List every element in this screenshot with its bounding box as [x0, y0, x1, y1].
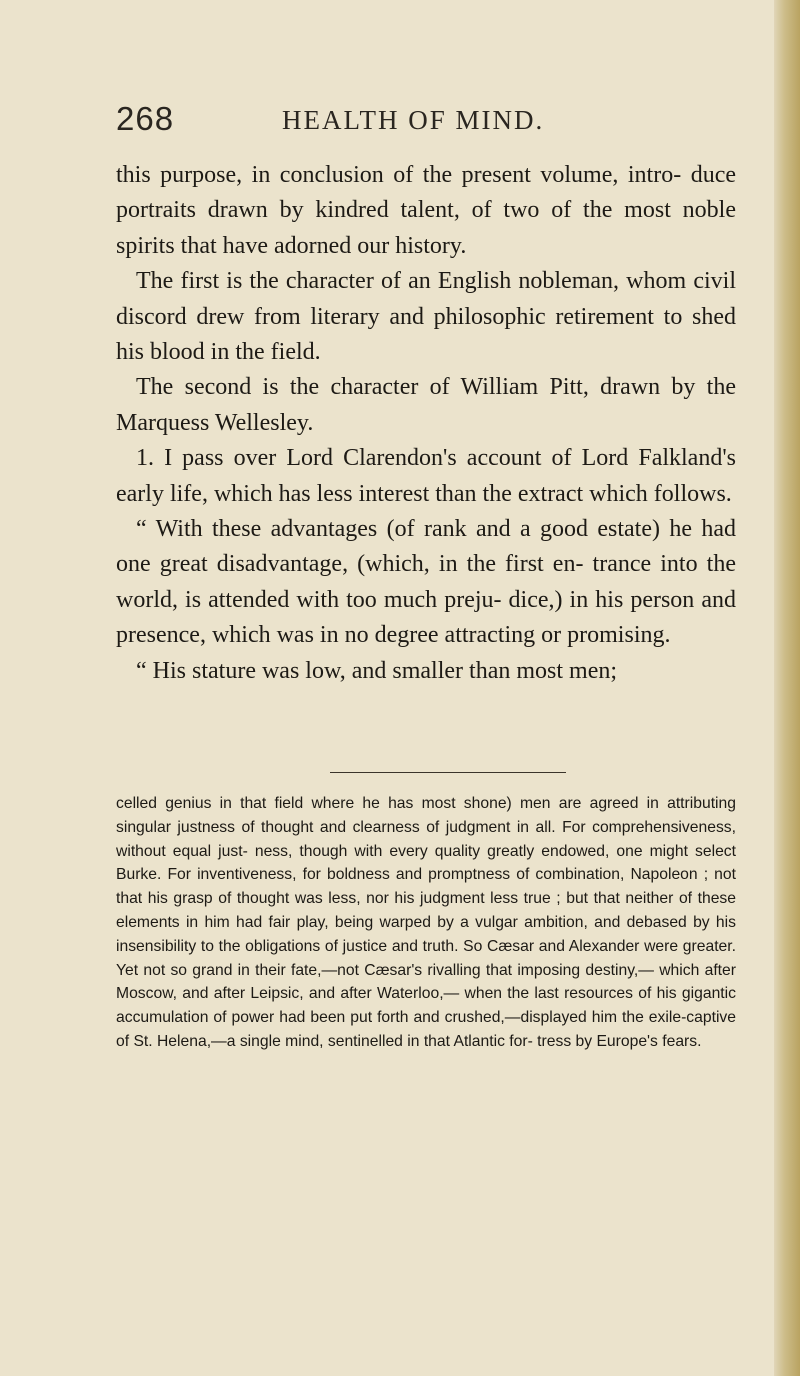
footnote-divider: [330, 772, 566, 773]
paragraph: “ His stature was low, and smaller than most men;: [136, 657, 618, 684]
main-text: [116, 158, 736, 689]
paragraph: this purpose, in conclusion of the present volume, intro- duce portraits drawn by kindred talent, of two of the most noble spirits that have adorned our history.: [116, 162, 736, 259]
footnote-text: celled genius in that field where he has most shone) men are agreed in attributing singular justness of thought and clearness of judgment in all. For comprehensiveness, without equal just- ness, though with every quality greatly endowed, one might select Burke. For inventiveness, for boldness and promptness of combination, Napoleon ; not that his grasp of thought was less, nor his judgment less true ; but that neither of these elements in him had fair play, being warped by a vulgar ambition, and debased by his insensibility to the obligations of justice and truth. So Cæsar and Alexander were greater. Yet not so grand in their fate,—not Cæsar's rivalling that imposing destiny,— which after Moscow, and after Leipsic, and after Waterloo,— when the last resources of his gigantic accumulation of power had been put forth and crushed,—displayed him the exile-captive of St. Helena,—a single mind, sentinelled in that Atlantic for- tress by Europe's fears.: [116, 795, 736, 1050]
footnote: [116, 792, 736, 1054]
page-number: 268: [116, 100, 175, 137]
running-title: HEALTH OF MIND.: [282, 105, 545, 135]
paragraph: The second is the character of William Pitt, drawn by the Marquess Wellesley.: [116, 374, 736, 436]
paragraph: “ With these advantages (of rank and a good estate) he had one great disadvantage, (which, in the first en- trance into the world, is attended with too much preju- dice,) in his person and presence, which was in no degree attracting or promising.: [116, 516, 736, 649]
paragraph: 1. I pass over Lord Clarendon's account of Lord Falkland's early life, which has less interest than the extract which follows.: [116, 445, 736, 507]
page-header: [116, 100, 736, 140]
paragraph: The first is the character of an English nobleman, whom civil discord drew from literary and philosophic retirement to shed his blood in the field.: [116, 268, 736, 366]
page-edge: [774, 0, 800, 1376]
